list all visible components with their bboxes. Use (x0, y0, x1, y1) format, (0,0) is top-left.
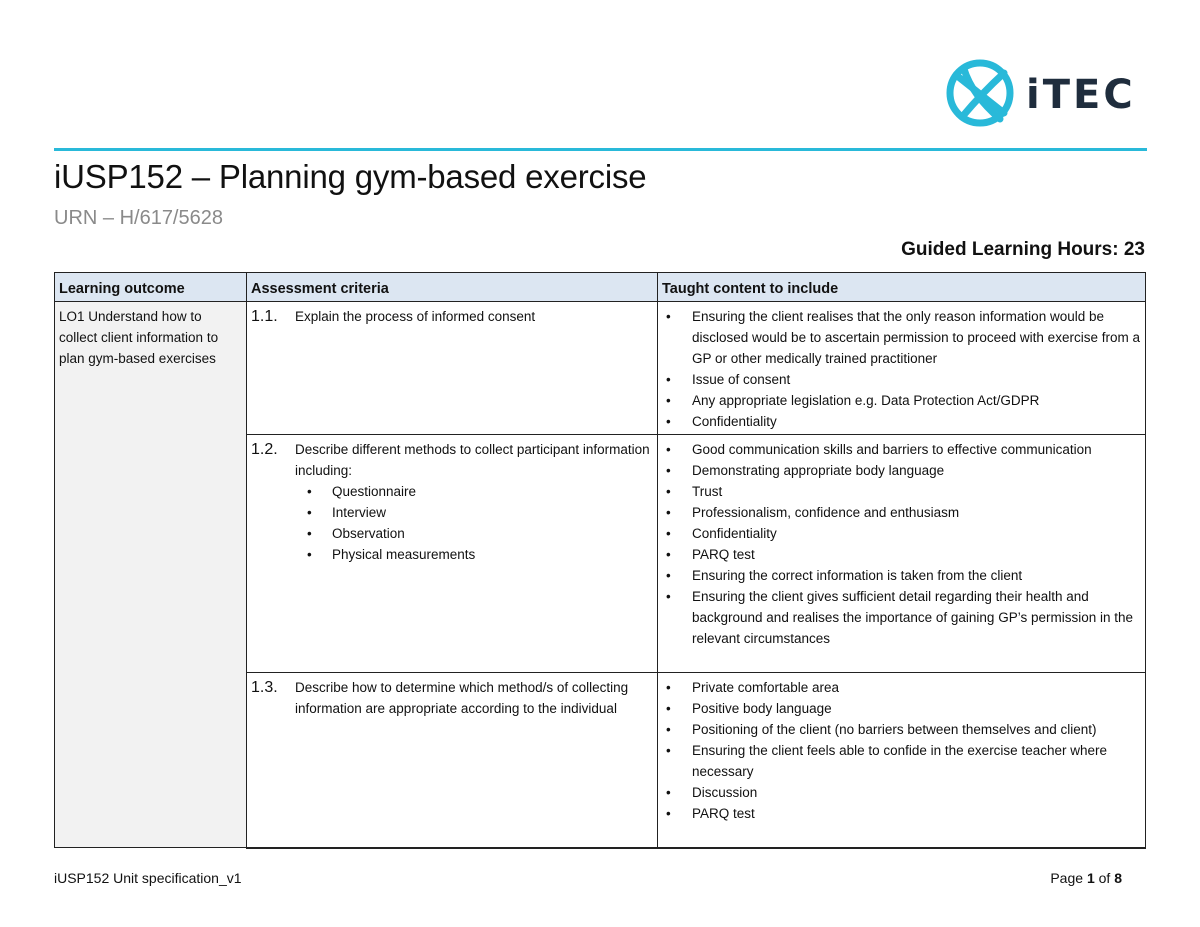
guided-learning-hours (901, 239, 1145, 261)
criteria-cell (247, 435, 658, 673)
bullet-icon: • (307, 505, 312, 520)
table-header-row (55, 273, 1146, 302)
bullet-icon: • (307, 547, 312, 562)
header-rule (54, 148, 1147, 151)
criteria-cell (247, 302, 658, 435)
taught-list (662, 306, 1141, 432)
list-item: • Demonstrating appropriate body language (666, 460, 1141, 481)
list-item: • Professionalism, confidence and enthusiasm (666, 502, 1141, 523)
list-item: • PARQ test (666, 803, 1141, 824)
criteria-text: Describe different methods to collect participant information including: (295, 442, 650, 478)
taught-list (662, 677, 1141, 824)
header-assessment-criteria: Assessment criteria (247, 273, 658, 302)
criteria-text: Explain the process of informed consent (295, 309, 536, 324)
list-item: • Positioning of the client (no barriers between themselves and client) (666, 719, 1141, 740)
list-item: • Ensuring the client feels able to confide in the exercise teacher where necessary (666, 740, 1141, 782)
list-item: • Private comfortable area (666, 677, 1141, 698)
taught-content-cell (658, 435, 1146, 673)
bullet-icon: • (666, 505, 671, 520)
list-item: • Discussion (666, 782, 1141, 803)
list-item: • Any appropriate legislation e.g. Data Protection Act/GDPR (666, 390, 1141, 411)
bullet-icon: • (666, 589, 671, 604)
urn-code: URN – H/617/5628 (54, 207, 223, 229)
bullet-icon: • (666, 743, 671, 758)
list-item: • Issue of consent (666, 369, 1141, 390)
bullet-icon: • (666, 722, 671, 737)
footer-doc-name: iUSP152 Unit specification_v1 (54, 870, 242, 886)
page-title: iUSP152 – Planning gym-based exercise (54, 158, 647, 195)
list-item: • Positive body language (666, 698, 1141, 719)
criteria-text: Describe how to determine which method/s of collecting information are appropriate according to the individual (295, 680, 629, 716)
list-item: • Interview (307, 502, 653, 523)
criteria-number: 1.1. (251, 308, 278, 325)
bullet-icon: • (666, 372, 671, 387)
method-list (295, 481, 653, 565)
bullet-icon: • (666, 806, 671, 821)
bullet-icon: • (307, 526, 312, 541)
itec-logo (942, 55, 1152, 135)
list-item: • Trust (666, 481, 1141, 502)
footer-page-number: Page 1 of 8 (1050, 870, 1122, 886)
list-item: • Good communication skills and barriers to effective communication (666, 439, 1141, 460)
taught-content-cell (658, 673, 1146, 848)
list-item: • Observation (307, 523, 653, 544)
bullet-icon: • (666, 414, 671, 429)
list-item: • Physical measurements (307, 544, 653, 565)
taught-list (662, 439, 1141, 649)
learning-outcome-cell: LO1 Understand how to collect client information to plan gym-based exercises (55, 302, 247, 848)
bullet-icon: • (666, 484, 671, 499)
list-item: • PARQ test (666, 544, 1141, 565)
list-item: • Ensuring the client realises that the only reason information would be disclosed would be to ascertain permission to proceed with exercise from a GP or other medically trained practitioner (666, 306, 1141, 369)
criteria-number: 1.2. (251, 441, 278, 458)
header-taught-content: Taught content to include (658, 273, 1146, 302)
bullet-icon: • (666, 463, 671, 478)
bullet-icon: • (666, 547, 671, 562)
header-learning-outcome: Learning outcome (55, 273, 247, 302)
unit-spec-table (54, 272, 1146, 849)
glh-value: 23 (1123, 239, 1145, 260)
logo-wordmark: iTEC (1026, 72, 1136, 118)
list-item: • Questionnaire (307, 481, 653, 502)
globe-logo-icon (942, 55, 1152, 135)
bullet-icon: • (666, 680, 671, 695)
bullet-icon: • (666, 393, 671, 408)
bullet-icon: • (666, 309, 671, 324)
criteria-number: 1.3. (251, 679, 278, 696)
bullet-icon: • (307, 484, 312, 499)
bullet-icon: • (666, 701, 671, 716)
list-item: • Confidentiality (666, 411, 1141, 432)
taught-content-cell (658, 302, 1146, 435)
criteria-cell (247, 673, 658, 848)
bullet-icon: • (666, 526, 671, 541)
list-item: • Ensuring the correct information is taken from the client (666, 565, 1141, 586)
bullet-icon: • (666, 568, 671, 583)
bullet-icon: • (666, 785, 671, 800)
bullet-icon: • (666, 442, 671, 457)
list-item: • Confidentiality (666, 523, 1141, 544)
table-row (55, 302, 1146, 435)
list-item: • Ensuring the client gives sufficient detail regarding their health and background and realises the importance of gaining GP’s permission in the relevant circumstances (666, 586, 1141, 649)
glh-label: Guided Learning Hours: (901, 239, 1119, 260)
